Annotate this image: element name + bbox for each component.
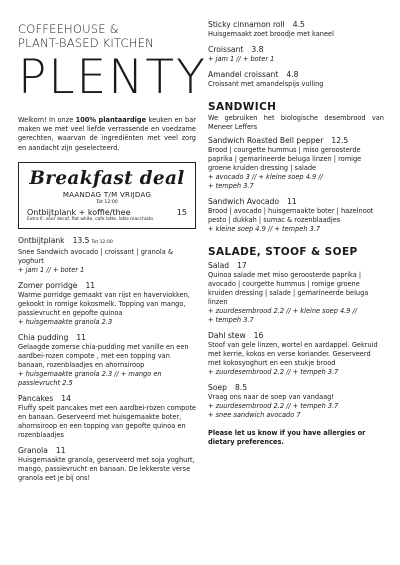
menu-item bbox=[208, 197, 384, 234]
breakfast-deal-item: Ontbijtplank + koffie/thee bbox=[27, 207, 131, 217]
menu-item-name: Chia pudding bbox=[18, 332, 69, 342]
menu-item-description: Stoof van gele linzen, wortel en aardappel. Gekruid met kerrie, kokos en verse koriander. Geserveerd met kokosyoghurt en een stukje brood bbox=[208, 341, 378, 367]
menu-item-description: Vraag ons naar de soep van vandaag! bbox=[208, 393, 334, 401]
intro-part-1: Welkom! In onze bbox=[18, 116, 76, 124]
menu-item bbox=[208, 383, 384, 420]
menu-item-header bbox=[18, 333, 196, 343]
menu-item-description: Snee Sandwich avocado | croissant | granola & yoghurt bbox=[18, 247, 173, 265]
menu-item-addon: + avocado 3 // + kleine soep 4.9 // bbox=[208, 173, 323, 181]
menu-item-price: 12.5 bbox=[331, 136, 349, 145]
menu-item bbox=[18, 236, 196, 275]
menu-item-header bbox=[18, 236, 196, 248]
menu-item bbox=[208, 136, 384, 191]
menu-item bbox=[208, 261, 384, 325]
menu-item-description: Huisgemaakte granola, geserveerd met soja yoghurt, mango, passievrucht en banaan. De lekkerste verse granola eet je bij ons! bbox=[18, 455, 195, 482]
menu-item bbox=[208, 45, 384, 64]
menu-item-price: 13.5 bbox=[72, 235, 90, 245]
menu-item-header bbox=[208, 261, 384, 271]
menu-item-description: Brood | avocado | huisgemaakte boter | hazelnoot pesto | dukkah | sumac & rozenblaadjes bbox=[208, 207, 374, 224]
menu-item-header bbox=[208, 197, 384, 207]
menu-item-header bbox=[18, 394, 196, 404]
menu-item-addon: + zuurdesembrood 2.2 // + kleine soep 4.9 // bbox=[208, 307, 358, 315]
menu-item-name: Pancakes bbox=[18, 393, 54, 403]
brand-line-1: COFFEEHOUSE & bbox=[18, 22, 119, 36]
pastry-items bbox=[208, 20, 384, 89]
menu-item-name: Amandel croissant bbox=[208, 70, 279, 79]
menu-item-name: Granola bbox=[18, 445, 48, 455]
sandwich-subtitle: We gebruiken het biologische desembrood van Meneer Leffers bbox=[208, 114, 384, 131]
menu-item bbox=[208, 70, 384, 89]
menu-item-header bbox=[208, 45, 384, 55]
brand-line-2: PLANT-BASED KITCHEN bbox=[18, 36, 154, 50]
menu-item-description: Fluffy spelt pancakes met een aardbei-rozen compote en banaan. Geserveerd met huisgemaakte boter, ahornsiroop en een topping van gepofte quinoa en rozenblaadjes bbox=[18, 403, 196, 439]
allergy-note: Please let us know if you have allergies or dietary preferences. bbox=[208, 429, 366, 446]
menu-item-name: Croissant bbox=[208, 45, 244, 54]
menu-item-price: 4.5 bbox=[292, 20, 305, 29]
menu-item-description: Huisgemaakt zoet broodje met kaneel bbox=[208, 30, 334, 38]
menu-item-price: 17 bbox=[237, 261, 247, 270]
menu-item-description: Croissant met amandelspijs vulling bbox=[208, 80, 324, 88]
left-column bbox=[18, 22, 207, 483]
breakfast-deal-title: Breakfast deal bbox=[29, 167, 185, 189]
menu-item-price: 14 bbox=[61, 393, 71, 403]
menu-item bbox=[18, 394, 196, 440]
intro-part-2: keuken en bar maken we met veel liefde verrassende en voedzame gerechten, waarvan de ingrediënten met veel zorg en aandacht zijn geselecteerd. bbox=[18, 116, 196, 152]
menu-item-name: Sticky cinnamon roll bbox=[208, 20, 285, 29]
menu-item-header bbox=[208, 70, 384, 80]
menu-item-name: Sandwich Avocado bbox=[208, 197, 280, 206]
menu-item-addon: + zuurdesembrood 2.2 // + tempeh 3.7 bbox=[208, 402, 339, 410]
menu-item-addon: + huisgemaakte granola 2.3 // + mango en passievrucht 2.5 bbox=[18, 369, 162, 387]
menu-item-addon: + kleine soep 4.9 // + tempeh 3.7 bbox=[208, 225, 321, 233]
menu-item bbox=[18, 281, 196, 327]
menu-item-addon: + jam 1 // + boter 1 bbox=[208, 55, 275, 63]
menu-item-addon: + snee sandwich avocado 7 bbox=[208, 411, 301, 419]
right-column bbox=[208, 20, 384, 447]
menu-item-price: 11 bbox=[76, 332, 86, 342]
menu-item-addon: + huisgemaakte granola 2.3 bbox=[18, 317, 113, 326]
menu-item-description: Quinoa salade met miso geroosterde paprika | avocado | courgette hummus | romige groene kruiden dressing | salade | gemarineerde beluga linzen bbox=[208, 271, 369, 306]
menu-item-price: 11 bbox=[85, 280, 96, 290]
menu-item-price: 11 bbox=[55, 445, 66, 455]
menu-item-name: Ontbijtplank bbox=[18, 235, 65, 245]
menu-item-note: Tot 12:00 bbox=[91, 239, 113, 245]
menu-item-addon: + tempeh 3.7 bbox=[208, 182, 254, 190]
intro-text bbox=[18, 116, 196, 153]
menu-item bbox=[18, 446, 196, 483]
breakfast-deal-price: 15 bbox=[176, 207, 187, 217]
menu-item-addon: + tempeh 3.7 bbox=[208, 316, 254, 324]
breakfast-deal-until: Tot 12:00 bbox=[96, 199, 118, 205]
breakfast-deal-days: MAANDAG T/M VRIJDAG bbox=[62, 190, 152, 199]
menu-item-name: Zomer porridge bbox=[18, 280, 78, 290]
breakfast-deal-extra: Extra €: voor decaf, flat white, cafe latte, latte macchiato bbox=[27, 216, 154, 222]
menu-item-header bbox=[208, 383, 384, 393]
menu-item bbox=[18, 333, 196, 388]
menu-item-price: 16 bbox=[253, 331, 264, 340]
menu-item-price: 8.5 bbox=[234, 383, 248, 392]
menu-item-description: Warme porridge gemaakt van rijst en haverviokken, gekookt in romige kokosmelk. Topping van mango, passievrucht en gepofte quinoa bbox=[18, 290, 190, 317]
menu-item-price: 3.8 bbox=[251, 45, 264, 54]
salade-heading: SALADE, STOOF & SOEP bbox=[208, 246, 358, 258]
breakfast-deal-row bbox=[27, 208, 187, 217]
menu-item-price: 4.8 bbox=[286, 70, 299, 79]
menu-item-name: Soep bbox=[208, 383, 227, 392]
sandwich-section bbox=[208, 101, 384, 234]
sandwich-heading: SANDWICH bbox=[208, 101, 277, 113]
salade-section bbox=[208, 246, 384, 420]
menu-item-description: Brood | courgette hummus | miso geroosterde paprika | gemarineerde beluga linzen | romige groene kruiden dressing | salade bbox=[208, 146, 362, 172]
intro-bold: 100% plantaardige bbox=[75, 116, 147, 124]
salade-items bbox=[208, 261, 384, 420]
left-menu-items bbox=[18, 236, 196, 483]
menu-item bbox=[208, 331, 384, 377]
menu-item-addon: + zuurdesembrood 2.2 // + tempeh 3.7 bbox=[208, 368, 339, 376]
sandwich-items bbox=[208, 136, 384, 234]
menu-item-header bbox=[18, 446, 196, 456]
menu-item-name: Salad bbox=[208, 261, 230, 270]
menu-item-name: Sandwich Roasted Bell pepper bbox=[208, 136, 324, 145]
menu-item-header bbox=[208, 136, 384, 146]
menu-item-description: Gelaagde zomerse chia-pudding met vanille en een aardbei-rozen compote , met een topping van banaan, rozenblaadjes en ahornsiroop bbox=[18, 342, 189, 369]
breakfast-deal-box bbox=[18, 162, 196, 229]
brand-name: PLENTY bbox=[18, 50, 207, 105]
menu-item-header bbox=[208, 20, 384, 30]
menu-item-name: Dahl stew bbox=[208, 331, 246, 340]
menu-item-header bbox=[18, 281, 196, 291]
menu-item-price: 11 bbox=[287, 197, 297, 206]
menu-item-header bbox=[208, 331, 384, 341]
menu-item bbox=[208, 20, 384, 39]
menu-item-addon: + jam 1 // + boter 1 bbox=[18, 265, 85, 274]
